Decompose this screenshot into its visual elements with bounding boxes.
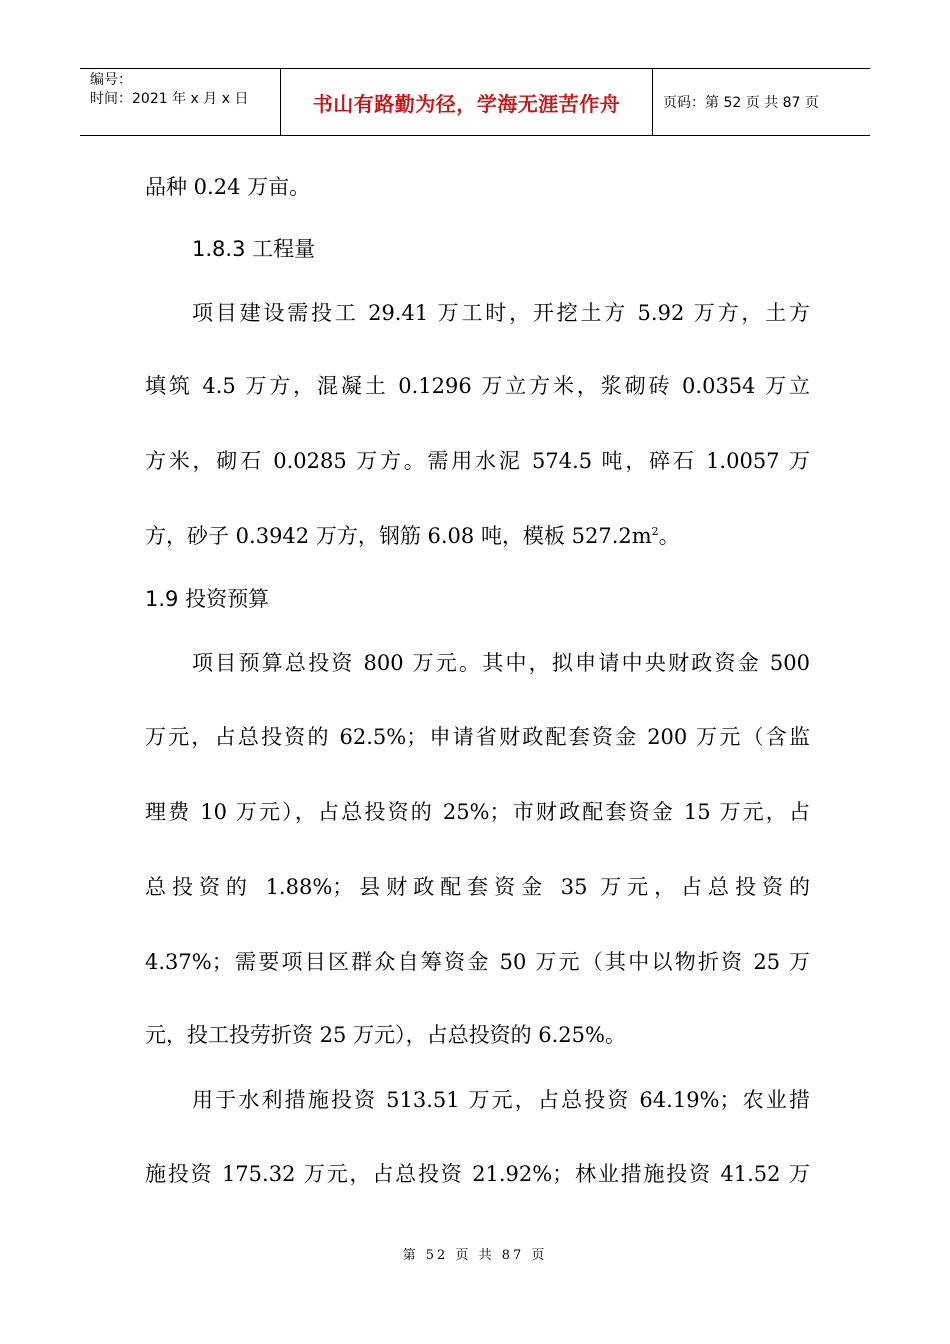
paragraph-line: 项目建设需投工 29.41 万工时，开挖土方 5.92 万方，土方 [192,301,810,325]
paragraph-line: 方米，砌石 0.0285 万方。需用水泥 574.5 吨，碎石 1.0057 万 [145,449,810,473]
paragraph-line: 施投资 175.32 万元，占总投资 21.92%；林业措施投资 41.52 万 [145,1162,810,1186]
document-number-label: 编号： [90,72,132,88]
header-meta-cell [80,69,281,135]
paragraph-line: 万元，占总投资的 62.5%；申请省财政配套资金 200 万元（含监 [145,725,810,749]
paragraph-line: 4.37%；需要项目区群众自筹资金 50 万元（其中以物折资 25 万 [145,950,810,974]
section-heading-1-9: 1.9 投资预算 [145,587,270,611]
paragraph-line-text: 方，砂子 0.3942 万方，钢筋 6.08 吨，模板 527.2m [145,524,652,548]
paragraph-line [145,521,810,551]
document-header [80,68,870,136]
paragraph-line: 元，投工投劳折资 25 万元），占总投资的 6.25%。 [145,1023,626,1047]
paragraph-line: 用于水利措施投资 513.51 万元，占总投资 64.19%；农业措 [192,1088,810,1112]
header-page-info: 页码：第 52 页 共 87 页 [663,95,819,111]
paragraph-line: 填筑 4.5 万方，混凝土 0.1296 万立方米，浆砌砖 0.0354 万立 [145,374,810,398]
document-time-label: 时间：2021 年 x 月 x 日 [90,91,249,107]
paragraph-line: 理费 10 万元），占总投资的 25%；市财政配套资金 15 万元，占 [145,800,810,824]
line-end-punct: 。 [658,524,680,548]
header-motto: 书山有路勤为径，学海无涯苦作舟 [281,69,653,135]
section-heading-1-8-3: 1.8.3 工程量 [192,237,316,261]
paragraph-line: 项目预算总投资 800 万元。其中，拟申请中央财政资金 500 [192,651,810,675]
page-footer: 第 52 页 共 87 页 [402,1248,548,1263]
superscript-square: 2 [651,525,659,538]
paragraph-line: 总投资的 1.88%；县财政配套资金 35 万元，占总投资的 [145,875,810,899]
paragraph-line: 品种 0.24 万亩。 [145,175,311,199]
